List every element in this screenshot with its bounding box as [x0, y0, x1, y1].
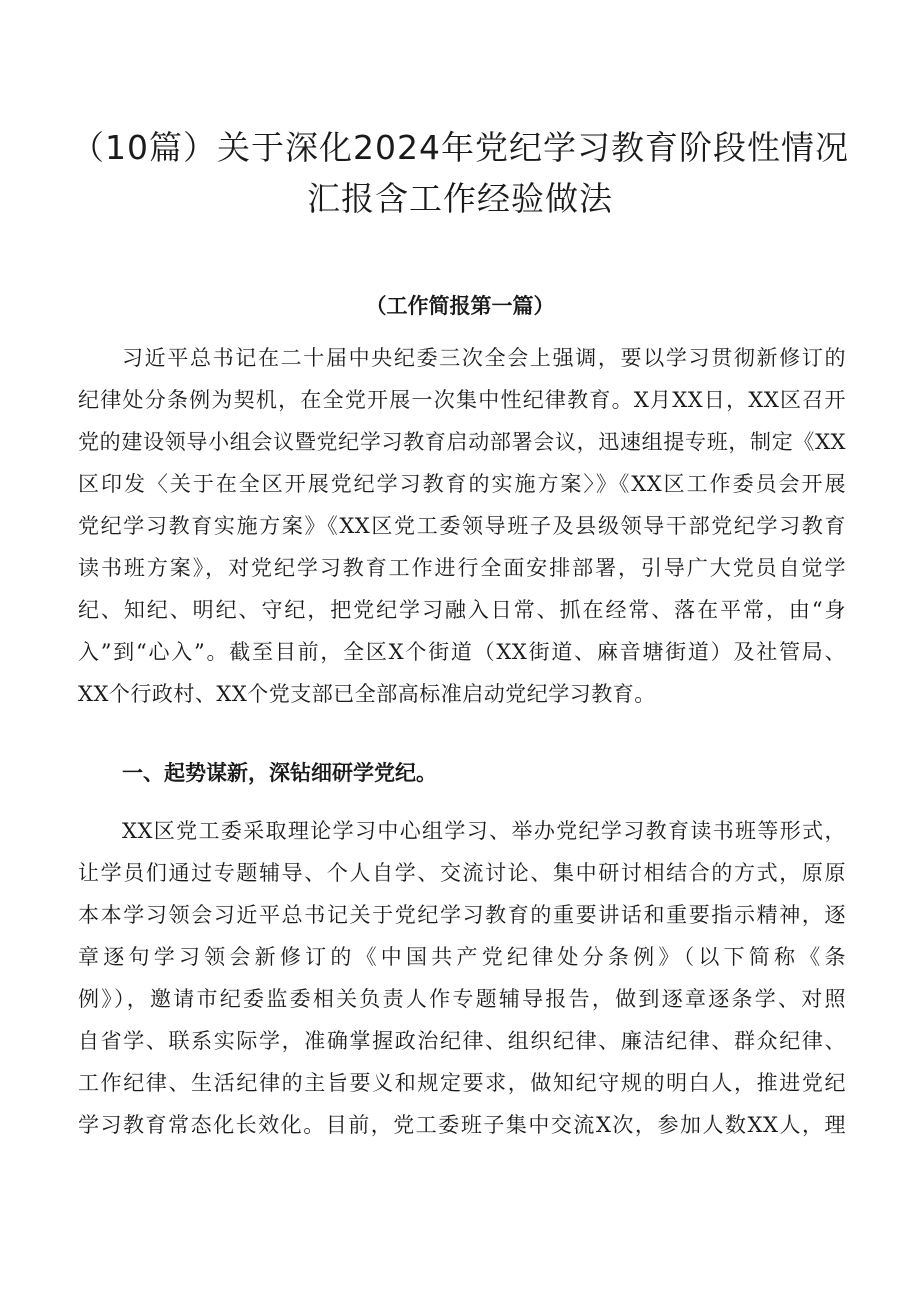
- paragraph-line: 纪律处分条例为契机，在全党开展一次集中性纪律教育。X月XX日，XX区召开: [78, 388, 846, 412]
- paragraph-line: 党的建设领导小组会议暨党纪学习教育启动部署会议，迅速组提专班，制定《XX: [78, 430, 846, 454]
- sub-heading-1: 一、起势谋新，深钻细研学党纪。: [122, 761, 437, 785]
- paragraph-line: XX个行政村、XX个党支部已全部高标准启动党纪学习教育。: [78, 682, 656, 706]
- paragraph-line: 纪、知纪、明纪、守纪，把党纪学习融入日常、抓在经常、落在平常，由“身: [78, 598, 846, 622]
- paragraph-line: 入”到“心入”。截至目前，全区X个街道（XX街道、麻音塘街道）及社管局、: [78, 640, 846, 664]
- paragraph-2: [78, 810, 846, 1146]
- paragraph-line: 让学员们通过专题辅导、个人自学、交流讨论、集中研讨相结合的方式，原原: [78, 861, 846, 885]
- paragraph-line: 章逐句学习领会新修订的《中国共产党纪律处分条例》（以下简称《条: [78, 945, 846, 969]
- document-title-line-2: 汇报含工作经验做法: [307, 179, 613, 218]
- document-title-line-1: （10篇）关于深化2024年党纪学习教育阶段性情况: [71, 128, 849, 167]
- paragraph-line: 党纪学习教育实施方案》《XX区党工委领导班子及县级领导干部党纪学习教育: [78, 514, 846, 538]
- paragraph-line: XX区党工委采取理论学习中心组学习、举办党纪学习教育读书班等形式，: [122, 819, 846, 843]
- paragraph-line: 区印发〈关于在全区开展党纪学习教育的实施方案〉》《XX区工作委员会开展: [78, 472, 846, 496]
- paragraph-line: 工作纪律、生活纪律的主旨要义和规定要求，做知纪守规的明白人，推进党纪: [78, 1071, 846, 1095]
- paragraph-line: 习近平总书记在二十届中央纪委三次全会上强调，要以学习贯彻新修订的: [122, 346, 846, 370]
- paragraph-line: 本本学习领会习近平总书记关于党纪学习教育的重要讲话和重要指示精神，逐: [78, 903, 846, 927]
- paragraph-line: 读书班方案》，对党纪学习教育工作进行全面安排部署，引导广大党员自觉学: [78, 556, 846, 580]
- paragraph-line: 学习教育常态化长效化。目前，党工委班子集中交流X次，参加人数XX人，理: [78, 1113, 846, 1137]
- paragraph-line: 自省学、联系实际学，准确掌握政治纪律、组织纪律、廉洁纪律、群众纪律、: [78, 1029, 846, 1053]
- paragraph-line: 例》），邀请市纪委监委相关负责人作专题辅导报告，做到逐章逐条学、对照: [78, 987, 846, 1011]
- section-heading: （工作简报第一篇）: [365, 294, 555, 318]
- paragraph-1: [78, 337, 846, 715]
